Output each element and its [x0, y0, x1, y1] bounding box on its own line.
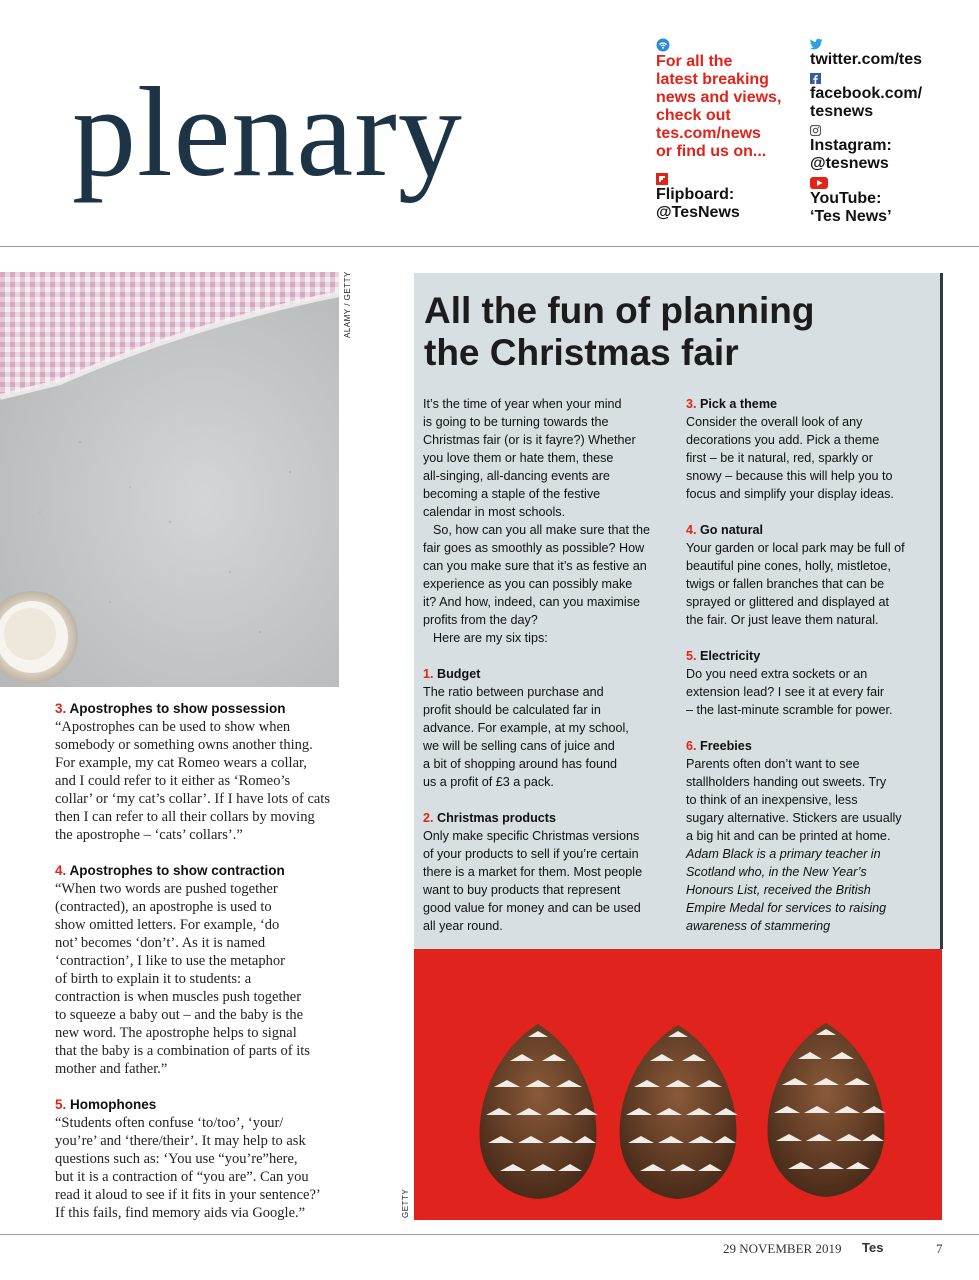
- body-line: a big hit and can be printed at home.: [686, 829, 891, 843]
- body-line: sprayed or glittered and displayed at: [686, 595, 890, 609]
- youtube-label: YouTube:: [810, 190, 882, 207]
- footer-rule: [0, 1234, 979, 1235]
- body-line: decorations you add. Pick a theme: [686, 433, 880, 447]
- tip-line: and I could refer to it either as ‘Romeo’s: [55, 773, 291, 789]
- tip-line: you’re’ and ‘there/their’. It may help to ask: [55, 1133, 306, 1149]
- author-bio-line: Honours List, received the British: [686, 883, 871, 897]
- body-line: sugary alternative. Stickers are usually: [686, 811, 902, 825]
- author-bio-line: Adam Black is a primary teacher in: [686, 847, 881, 861]
- body-line: snowy – because this will help you to: [686, 469, 893, 483]
- tip-line: “When two words are pushed together: [55, 881, 278, 897]
- facebook-handle: tesnews: [810, 103, 874, 120]
- tip-line: read it aloud to see if it fits in your sentence?’: [55, 1187, 321, 1203]
- tip-line: show omitted letters. For example, ‘do: [55, 917, 280, 933]
- promo-line: latest breaking: [656, 71, 769, 88]
- tip-heading: 4. Apostrophes to show contraction: [55, 863, 285, 878]
- instagram-icon: [810, 125, 821, 136]
- twitter-link[interactable]: twitter.com/tes: [810, 51, 923, 68]
- tip-section: [55, 1096, 340, 1222]
- body-line: advance. For example, at my school,: [423, 721, 629, 735]
- facebook-link[interactable]: facebook.com/: [810, 85, 923, 102]
- body-line: we will be selling cans of juice and: [423, 739, 615, 753]
- tip-line: collar’ or ‘my cat’s collar’. If I have lots of cats: [55, 791, 330, 807]
- body-line: Here are my six tips:: [433, 631, 548, 645]
- tip-line: For example, my cat Romeo wears a collar,: [55, 755, 307, 771]
- pinecone: [768, 1023, 886, 1197]
- tip-heading: 4. Go natural: [686, 523, 763, 537]
- body-line: extension lead? I see it at every fair: [686, 685, 885, 699]
- tip-line: If this fails, find memory aids via Google.”: [55, 1205, 306, 1221]
- promo-link[interactable]: tes.com/news: [656, 125, 761, 142]
- tip-line: new word. The apostrophe helps to signal: [55, 1025, 297, 1041]
- tip-section: [55, 862, 340, 1078]
- photo-credit: ALAMY / GETTY: [343, 271, 352, 338]
- article-title: All the fun of planning the Christmas fair: [424, 290, 815, 373]
- left-column: [55, 700, 340, 1240]
- pinecone: [620, 1025, 738, 1199]
- facebook-icon: [810, 73, 821, 84]
- tip-line: contraction is when muscles push together: [55, 989, 302, 1005]
- body-line: focus and simplify your display ideas.: [686, 487, 894, 501]
- body-line: the fair. Or just leave them natural.: [686, 613, 879, 627]
- body-line: – the last-minute scramble for power.: [686, 703, 893, 717]
- section-title: plenary: [72, 61, 463, 203]
- tip-line: “Students often confuse ‘to/too’, ‘your/: [55, 1115, 284, 1131]
- body-line: a bit of shopping around has found: [423, 757, 617, 771]
- tip-line: (contracted), an apostrophe is used to: [55, 899, 272, 915]
- author-bio-line: Scotland who, in the New Year’s: [686, 865, 867, 879]
- body-line: becoming a staple of the festive: [423, 487, 601, 501]
- tip-heading: 6. Freebies: [686, 739, 752, 753]
- promo-line: or find us on...: [656, 143, 767, 160]
- body-line: want to buy products that represent: [423, 883, 621, 897]
- pinecone: [480, 1024, 598, 1199]
- body-line: It’s the time of year when your mind: [423, 397, 622, 411]
- body-line: is going to be turning towards the: [423, 415, 609, 429]
- article-column-left: [423, 395, 671, 935]
- body-line: profit should be calculated far in: [423, 703, 601, 717]
- author-bio-line: Empire Medal for services to raising: [686, 901, 887, 915]
- body-line: there is a market for them. Most people: [423, 865, 643, 879]
- body-line: us a profit of £3 a pack.: [423, 775, 554, 789]
- issue-date: 29 NOVEMBER 2019: [723, 1241, 842, 1256]
- tip-section: [55, 700, 340, 844]
- article-column-right: [686, 395, 934, 935]
- body-line: Only make specific Christmas versions: [423, 829, 640, 843]
- body-line: good value for money and can be used: [423, 901, 641, 915]
- tip-line: to squeeze a baby out – and the baby is the: [55, 1007, 304, 1023]
- tip-heading: 5. Electricity: [686, 649, 761, 663]
- photo-credit: GETTY: [401, 1188, 410, 1218]
- body-line: The ratio between purchase and: [423, 685, 604, 699]
- instagram-handle[interactable]: @tesnews: [810, 155, 889, 172]
- pinecone-photo: [414, 949, 942, 1220]
- body-line: all-singing, all-dancing events are: [423, 469, 610, 483]
- body-line: you love them or hate them, these: [423, 451, 614, 465]
- tablecloth-photo: [0, 272, 339, 687]
- body-line: Parents often don’t want to see: [686, 757, 860, 771]
- body-line: profits from the day?: [423, 613, 538, 627]
- youtube-icon: [810, 177, 828, 189]
- body-line: Your garden or local park may be full of: [686, 541, 905, 555]
- body-line: stallholders handing out sweets. Try: [686, 775, 887, 789]
- tip-line: of birth to explain it to students: a: [55, 971, 252, 987]
- tip-heading: 2. Christmas products: [423, 811, 556, 825]
- tablecloth-illustration: [0, 272, 339, 687]
- body-line: all year round.: [423, 919, 503, 933]
- body-line: to think of an inexpensive, less: [686, 793, 858, 807]
- page-number: 7: [936, 1241, 943, 1256]
- tip-line: “Apostrophes can be used to show when: [55, 719, 291, 735]
- promo-line: For all the: [656, 53, 733, 70]
- pinecones-illustration: [414, 949, 942, 1220]
- promo-line: news and views,: [656, 89, 782, 106]
- body-line: Christmas fair (or is it fayre?) Whether: [423, 433, 636, 447]
- body-line: beautiful pine cones, holly, mistletoe,: [686, 559, 891, 573]
- body-line: it? And how, indeed, can you maximise: [423, 595, 641, 609]
- tip-heading: 3. Apostrophes to show possession: [55, 701, 286, 716]
- body-line: experience as you can possibly make: [423, 577, 633, 591]
- tip-heading: 5. Homophones: [55, 1097, 157, 1112]
- header-rule: [0, 246, 979, 247]
- article-box-edge: [940, 273, 943, 949]
- youtube-handle[interactable]: ‘Tes News’: [810, 208, 892, 225]
- footer-brand: Tes: [862, 1240, 884, 1255]
- tip-heading: 1. Budget: [423, 667, 481, 681]
- body-line: twigs or fallen branches that can be: [686, 577, 885, 591]
- tip-line: then I can refer to all their collars by moving: [55, 809, 315, 825]
- flipboard-label: Flipboard:: [656, 186, 735, 203]
- body-line: can you make sure that it’s as festive an: [423, 559, 647, 573]
- tip-line: that the baby is a combination of parts of its: [55, 1043, 310, 1059]
- flipboard-handle[interactable]: @TesNews: [656, 204, 740, 221]
- author-bio-line: awareness of stammering: [686, 919, 831, 933]
- tip-line: ‘contraction’, I like to use the metaphor: [55, 953, 285, 969]
- body-line: of your products to sell if you’re certain: [423, 847, 639, 861]
- tip-line: the apostrophe – ‘cats’ collars’.”: [55, 827, 243, 843]
- promo-line: check out: [656, 107, 731, 124]
- body-line: fair goes as smoothly as possible? How: [423, 541, 645, 555]
- tip-heading: 3. Pick a theme: [686, 397, 778, 411]
- body-line: Consider the overall look of any: [686, 415, 863, 429]
- tip-line: mother and father.”: [55, 1061, 168, 1077]
- social-promo: [656, 38, 806, 222]
- body-line: So, how can you all make sure that the: [433, 523, 651, 537]
- body-line: Do you need extra sockets or an: [686, 667, 868, 681]
- twitter-icon: [810, 38, 823, 50]
- flipboard-icon: [656, 173, 668, 185]
- tip-line: but it is a contraction of “you are”. Can you: [55, 1169, 309, 1185]
- tip-line: somebody or something owns another thing.: [55, 737, 313, 753]
- tip-line: not’ becomes ‘don’t’. As it is named: [55, 935, 266, 951]
- body-line: calendar in most schools.: [423, 505, 566, 519]
- body-line: first – be it natural, red, sparkly or: [686, 451, 873, 465]
- instagram-label: Instagram:: [810, 137, 892, 154]
- tip-line: questions such as: ‘You use “you’re”here,: [55, 1151, 298, 1167]
- wifi-icon: [656, 38, 670, 52]
- social-links: [810, 38, 970, 226]
